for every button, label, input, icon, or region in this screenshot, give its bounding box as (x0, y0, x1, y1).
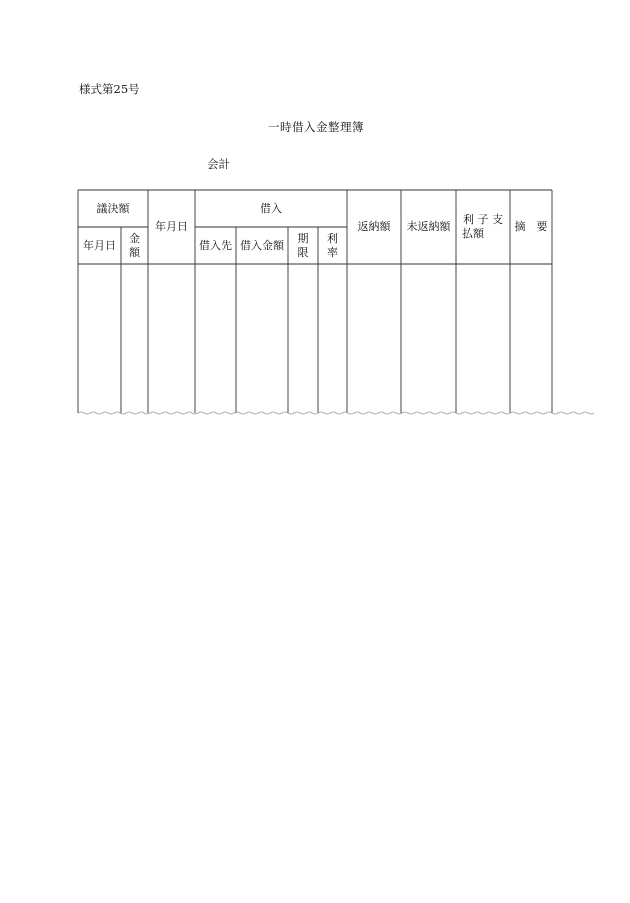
header-resolution-group: 議決額 (96, 201, 130, 215)
header-interest-paid-line2: 払額 (462, 227, 484, 240)
header-interest-paid-line1: 利 子 支 (463, 213, 503, 227)
header-resolution-date: 年月日 (83, 238, 116, 252)
header-repaid-amount: 返納額 (357, 220, 391, 234)
header-borrow-amount: 借入金額 (240, 238, 284, 252)
header-term-char2: 限 (297, 245, 309, 259)
header-date: 年月日 (155, 220, 188, 234)
header-term (288, 227, 318, 264)
ledger-entry-area[interactable] (78, 264, 552, 413)
header-rate-char2: 率 (327, 245, 338, 259)
header-term-char1: 期 (297, 231, 309, 245)
header-rate (318, 227, 347, 264)
header-resolution-amount-char1: 金 (129, 231, 140, 245)
form-number: 様式第25号 (79, 82, 140, 96)
header-resolution-amount-char2: 額 (129, 245, 140, 259)
header-borrow-group: 借入 (260, 201, 282, 215)
account-label: 会計 (207, 157, 230, 171)
header-unrepaid-amount: 未返納額 (406, 220, 451, 234)
header-lender: 借入先 (199, 238, 232, 252)
document-title: 一時借入金整理簿 (268, 120, 364, 134)
header-rate-char1: 利 (327, 231, 338, 245)
header-interest-paid (456, 190, 510, 264)
header-resolution-amount (121, 227, 148, 264)
header-summary: 摘 要 (514, 220, 548, 234)
